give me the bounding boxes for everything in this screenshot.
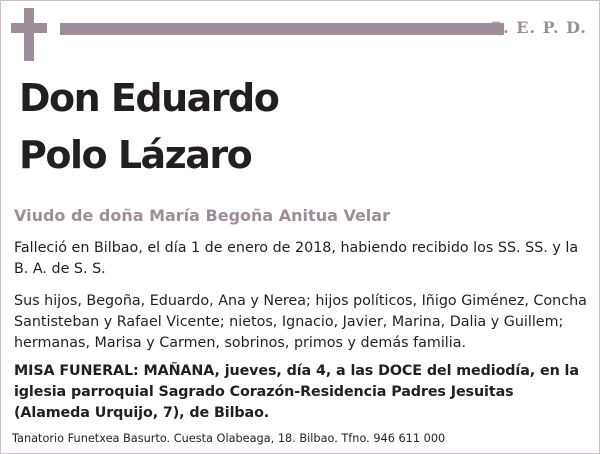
family-paragraph: Sus hijos, Begoña, Eduardo, Ana y Nerea; hijos políticos, Iñigo Giménez, Concha Santisteban y Rafael Vicente; nietos, Ignacio, Javier, Marina, Dalia y Guillem; hermanas, Marisa y Carmen, sobrinos, primos y demás familia. [14, 293, 587, 351]
death-notice-paragraph: Falleció en Bilbao, el día 1 de enero de 2018, habiendo recibido los SS. SS. y la B. A. de S. S. [14, 240, 579, 277]
funeral-home-footer: Tanatorio Funetxea Basurto. Cuesta Olabeaga, 18. Bilbao. Tfno. 946 611 000 [12, 432, 446, 445]
deceased-name [19, 70, 278, 184]
name-line-2: Polo Lázaro [19, 133, 252, 177]
widow-line: Viudo de doña María Begoña Anitua Velar [14, 206, 390, 225]
header-rule [60, 23, 504, 35]
name-line-1: Don Eduardo [19, 76, 279, 120]
funeral-paragraph: MISA FUNERAL: MAÑANA, jueves, día 4, a las DOCE del mediodía, en la iglesia parroquial Sagrado Corazón-Residencia Padres Jesuitas (Alameda Urquijo, 7), de Bilbao. [14, 363, 579, 421]
qepd-label: Q. E. P. D. [488, 18, 587, 37]
